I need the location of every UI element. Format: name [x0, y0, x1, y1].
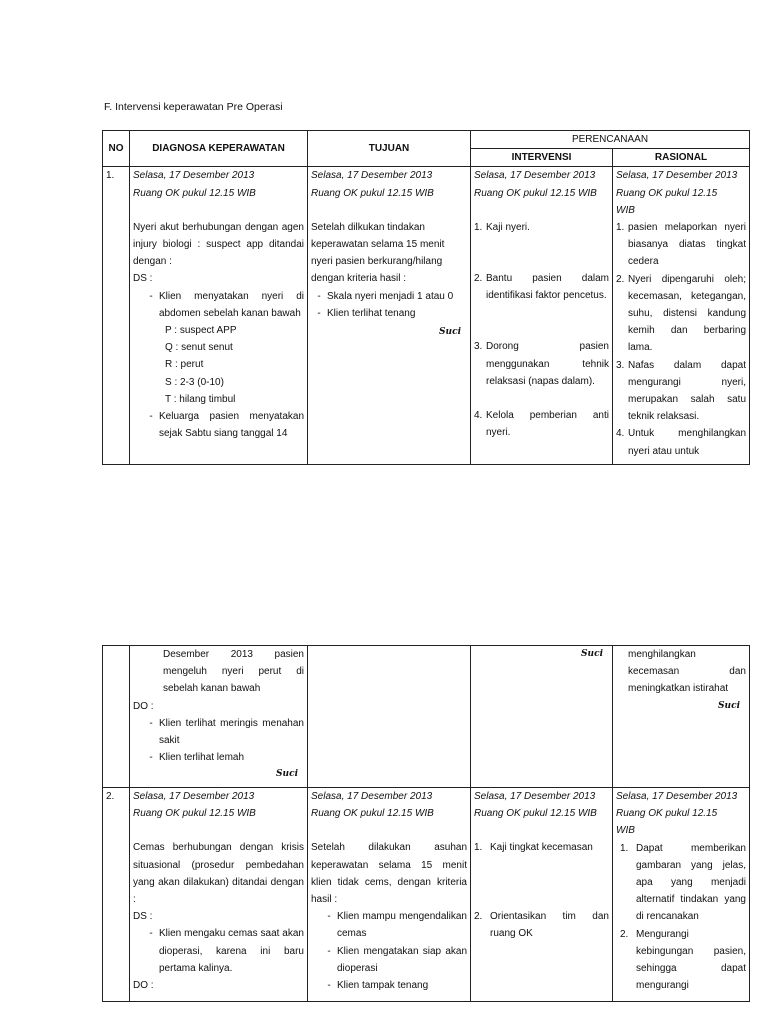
- list-item: - Klien terlihat lemah: [149, 752, 245, 764]
- row1-tujuan-date: Selasa, 17 Desember 2013: [311, 170, 433, 182]
- row2-ds-label: DS :: [133, 911, 153, 923]
- cont-intervensi: [471, 646, 613, 788]
- row2-date: Selasa, 17 Desember 2013: [133, 791, 255, 802]
- list-item: - Skala nyeri menjadi 1 atau 0: [317, 290, 454, 302]
- signature: Suci: [718, 700, 740, 711]
- list-item: - Klien tampak tenang: [327, 980, 429, 992]
- row1-date: Selasa, 17 Desember 2013: [133, 170, 255, 182]
- list-item: - Klien menyatakan nyeri di abdomen sebelah kanan bawah: [149, 290, 304, 319]
- intervention-table-page-1: [102, 130, 750, 465]
- list-item: 3. Nafas dalam dapat mengurangi nyeri, merupakan salah satu teknik relaksasi.: [616, 359, 747, 423]
- row1-ras-wib: WIB: [616, 204, 635, 216]
- header-no: NO: [103, 131, 130, 167]
- row1-no: 1.: [103, 167, 130, 465]
- row2-int-place: Ruang OK pukul 12.15 WIB: [474, 808, 597, 820]
- row2-diagnosa: [130, 788, 308, 1002]
- row2-ras-date: Selasa, 17 Desember 2013: [616, 791, 738, 802]
- row2-no: 2.: [103, 788, 130, 1002]
- row1-tujuan-place: Ruang OK pukul 12.15 WIB: [311, 187, 434, 199]
- cont-no: [103, 646, 130, 788]
- list-item: 4. Untuk menghilangkan nyeri atau untuk: [616, 428, 747, 457]
- row2-intervensi: [471, 788, 613, 1002]
- intervention-table-page-2: [102, 645, 750, 1002]
- list-item: 2. Mengurangi kebingungan pasien, sehingga dapat mengurangi: [620, 928, 746, 992]
- pqrst-q: Q : senut senut: [165, 342, 233, 354]
- signature: Suci: [276, 769, 298, 780]
- row2-diag-intro: Cemas berhubungan dengan krisis situasional (prosedur pembedahan yang akan dilakukan) ditandai dengan :: [133, 842, 304, 906]
- row1-rasional: [613, 167, 750, 465]
- list-item: 1. Kaji tingkat kecemasan: [474, 842, 593, 854]
- cont-diagnosa: [130, 646, 308, 788]
- list-item: - Keluarga pasien menyatakan sejak Sabtu siang tanggal 14: [149, 411, 304, 440]
- header-intervensi: INTERVENSI: [471, 149, 613, 167]
- cont-rasional-text: menghilangkan kecemasan dan meningkatkan istirahat: [628, 649, 746, 695]
- cont-rasional: [613, 646, 750, 788]
- row2-tujuan-date: Selasa, 17 Desember 2013: [311, 791, 433, 802]
- list-item: - Klien mampu mengendalikan cemas: [327, 911, 467, 940]
- list-item: 1. Kaji nyeri.: [474, 221, 530, 233]
- list-item: - Klien mengaku cemas saat akan dioperasi, karena ini baru pertama kalinya.: [149, 928, 304, 974]
- list-item: - Klien terlihat meringis menahan sakit: [149, 717, 304, 747]
- row2-int-date: Selasa, 17 Desember 2013: [474, 791, 596, 802]
- signature: Suci: [439, 327, 461, 338]
- row1-diag-intro: Nyeri akut berhubungan dengan agen injury biologi : suspect app ditandai dengan :: [133, 221, 304, 268]
- list-item: 1. pasien melaporkan nyeri biasanya diatas tingkat cedera: [616, 222, 747, 268]
- row1-ras-date: Selasa, 17 Desember 2013: [616, 170, 738, 182]
- row1-place: Ruang OK pukul 12.15 WIB: [133, 187, 256, 199]
- row1-int-place: Ruang OK pukul 12.15 WIB: [474, 187, 597, 199]
- section-title: F. Intervensi keperawatan Pre Operasi: [104, 101, 283, 113]
- row2-ras-place: Ruang OK pukul 12.15: [616, 808, 718, 820]
- list-item: 3. Dorong pasien menggunakan tehnik relaksasi (napas dalam).: [474, 341, 609, 387]
- row1-ds-label: DS :: [133, 273, 153, 285]
- row2-ras-wib: WIB: [616, 825, 635, 837]
- signature: Suci: [581, 649, 603, 659]
- cont-diag-text: Desember 2013 pasien mengeluh nyeri perut di sebelah kanan bawah: [163, 649, 304, 695]
- cont-do-label: DO :: [133, 700, 154, 712]
- list-item: 2. Orientasikan tim dan ruang OK: [474, 910, 609, 939]
- row1-ras-place: Ruang OK pukul 12.15: [616, 187, 718, 199]
- header-rasional: RASIONAL: [613, 149, 750, 167]
- list-item: - Klien mengatakan siap akan dioperasi: [327, 945, 467, 974]
- row2-tujuan-intro: Setelah dilakukan asuhan keperawatan selama 15 menit klien tidak cems, dengan kriteria hasil :: [311, 842, 467, 906]
- pqrst-r: R : perut: [165, 359, 204, 371]
- row2-tujuan-place: Ruang OK pukul 12.15 WIB: [311, 808, 434, 820]
- row2-rasional: [613, 788, 750, 1002]
- row1-tujuan: [308, 167, 471, 465]
- list-item: 1. Dapat memberikan gambaran yang jelas, apa yang menjadi alternatif tindakan yang di rencanakan: [620, 842, 746, 923]
- row1-diagnosa: [130, 167, 308, 465]
- list-item: 4. Kelola pemberian anti nyeri.: [474, 410, 609, 439]
- pqrst-t: T : hilang timbul: [165, 393, 236, 405]
- list-item: - Klien terlihat tenang: [317, 307, 416, 319]
- header-perencanaan: PERENCANAAN: [471, 131, 750, 149]
- row2-tujuan: [308, 788, 471, 1002]
- header-tujuan: TUJUAN: [308, 131, 471, 167]
- row2-place: Ruang OK pukul 12.15 WIB: [133, 808, 256, 820]
- cont-tujuan: [308, 646, 471, 788]
- list-item: 2. Nyeri dipengaruhi oleh; kecemasan, ketegangan, suhu, distensi kandung kemih dan berbaring lama.: [616, 273, 747, 354]
- list-item: 2. Bantu pasien dalam identifikasi faktor pencetus.: [474, 273, 609, 302]
- row1-intervensi: [471, 167, 613, 465]
- header-diagnosa: DIAGNOSA KEPERAWATAN: [130, 131, 308, 167]
- row1-int-date: Selasa, 17 Desember 2013: [474, 170, 596, 182]
- row2-do-label: DO :: [133, 980, 154, 992]
- row1-tujuan-intro: Setelah dilkukan tindakan keperawatan selama 15 menit nyeri pasien berkurang/hilang dengan kriteria hasil :: [311, 221, 445, 285]
- pqrst-p: P : suspect APP: [165, 325, 237, 337]
- pqrst-s: S : 2-3 (0-10): [165, 376, 224, 388]
